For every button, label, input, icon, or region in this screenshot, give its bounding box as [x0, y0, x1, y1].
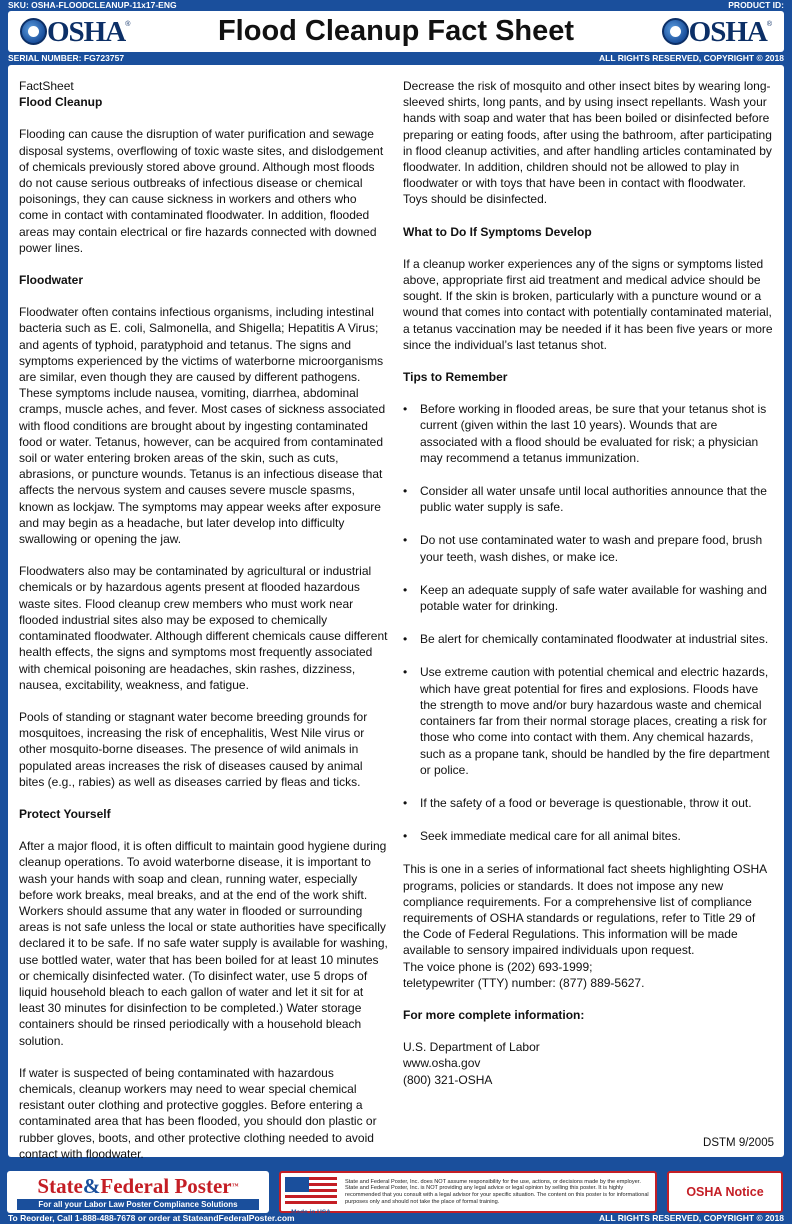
website-link[interactable]: www.osha.gov: [403, 1056, 481, 1071]
footer: [0, 1171, 792, 1216]
tips-list: [403, 401, 773, 844]
protect-paragraph-1: After a major flood, it is often difficult to maintain good hygiene during cleanup operations. To avoid waterborne disease, it is important to wash your hands with soap and clean, running water, especially before work breaks, meal breaks, and at the end of the work shift. Workers should assume that any water in flooded or surrounding areas is not safe unless the local or state authorities have specifically declared it to be safe. If no safe water supply is available for washing, use bottled water, water that has been boiled for at least 10 minutes or chemically disinfected water. (To disinfect water, use 5 drops of liquid household bleach to each gallon of water and let it sit for at least 30 minutes for disinfection to be completed.) Water storage containers should be rinsed periodically with a household bleach solution.: [19, 839, 388, 1048]
tip-item: • Before working in flooded areas, be sure that your tetanus shot is current (given within the last 10 years). Wounds that are associated with a flood should be evaluated for risk; a physician may recommend a tetanus immunization.: [403, 401, 773, 466]
osha-logo-left: [20, 17, 130, 47]
series-paragraph: This is one in a series of informational fact sheets highlighting OSHA programs, policies or standards. It does not impose any new compliance requirements. For a comprehensive list of compliance requirements of OSHA standards or regulations, refer to Title 29 of the Code of Federal Regulations. This information will be made available to sensory impaired individuals upon request.: [403, 862, 767, 958]
intro-paragraph: Flooding can cause the disruption of water purification and sewage disposal systems, overflowing of toxic waste sites, and dislodgement of chemicals previously stored above ground. Although most floods do not cause serious outbreaks of infectious disease or chemical poisonings, they can cause sickness in workers and others who come in contact with contaminated floodwater. In addition, flooded areas may contain electrical or fire hazards connected with downed power lines.: [19, 127, 384, 255]
product-id-label: PRODUCT ID:: [728, 0, 784, 10]
osha-globe-icon: [662, 18, 689, 45]
department-name: U.S. Department of Labor: [403, 1040, 540, 1055]
series-block: [403, 861, 773, 991]
flag-canton: [285, 1177, 309, 1192]
made-in-usa-label: Made in USA: [291, 1209, 331, 1216]
brand-part-2: Federal Poster: [100, 1174, 232, 1198]
floodwater-paragraph-3: Pools of standing or stagnant water become breeding grounds for mosquitoes, increasing the risk of encephalitis, West Nile virus or other mosquito-borne diseases. The presence of wild animals in populated areas increases the risk of diseases caused by animal bites (e.g., rabies) as well as diseases carried by fleas and ticks.: [19, 709, 368, 789]
tip-item: • Be alert for chemically contaminated floodwater at industrial sites.: [403, 631, 773, 647]
symptoms-paragraph: If a cleanup worker experiences any of the signs or symptoms listed above, appropriate first aid treatment and medical advice should be sought. If the skin is broken, particularly with a puncture wound or a wound that comes into contact with potentially contaminated material, a tetanus vaccination may be needed if it has been five years or more since the individual’s last tetanus shot.: [403, 256, 773, 352]
sheet-label: FactSheet: [19, 79, 74, 93]
registered-mark: ®: [125, 20, 131, 28]
protect-paragraph-2: If water is suspected of being contaminated with hazardous chemicals, cleanup workers may need to wear special chemical resistant outer clothing and protective goggles. Before entering a contaminated area that has been flooded, you should don plastic or rubber gloves, boots, and other protective clothing needed to avoid contact with floodwater.: [19, 1065, 377, 1161]
tip-item: • Seek immediate medical care for all animal bites.: [403, 828, 773, 844]
sheet-subject: Flood Cleanup: [19, 95, 103, 110]
registered-mark: ®: [766, 20, 772, 28]
floodwater-paragraph-2: Floodwaters also may be contaminated by agricultural or industrial chemicals or by hazardous agents present at flooded hazardous waste sites. Flood cleanup crew members who must work near flooded industrial sites also may be exposed to chemically contaminated floodwater. Although different chemicals cause different health effects, the signs and symptoms most frequently associated with chemical poisoning are headaches, skin rashes, dizziness, nausea, excitability, weakness, and fatigue.: [19, 564, 388, 692]
us-flag-icon: [285, 1177, 337, 1216]
mosquito-paragraph: Decrease the risk of mosquito and other insect bites by wearing long-sleeved shirts, long pants, and by using insect repellants. Wash your hands with soap and water that has been boiled or disinfected before preparing or eating foods, after using the bathroom, after participating in flood cleanup activities, and after handling articles contaminated by floodwater. In addition, children should not be allowed to play in floodwater or with toys that have been in contact with floodwater. Toys should be disinfected.: [403, 79, 772, 207]
left-column: [19, 78, 389, 1178]
tip-item: • Keep an adequate supply of safe water available for washing and potable water for drinking.: [403, 582, 773, 614]
bottom-info-strip: [0, 1213, 792, 1224]
title-bar: [8, 11, 784, 52]
state-federal-poster-logo: [7, 1171, 269, 1213]
copyright-bottom: ALL RIGHTS RESERVED, COPYRIGHT © 2018: [599, 1213, 784, 1223]
osha-globe-icon: [20, 18, 47, 45]
tty-number: teletypewriter (TTY) number: (877) 889-5627.: [403, 975, 645, 990]
serial-number: SERIAL NUMBER: FG723757: [8, 53, 125, 63]
copyright-top: ALL RIGHTS RESERVED, COPYRIGHT © 2018: [599, 53, 784, 63]
contact-block: [403, 1039, 773, 1088]
page-title: Flood Cleanup Fact Sheet: [217, 15, 575, 47]
serial-strip: [0, 53, 792, 64]
fact-sheet-content: [8, 65, 784, 1161]
floodwater-heading: Floodwater: [19, 273, 84, 288]
brand-tagline: For all your Labor Law Poster Compliance Solutions: [17, 1199, 259, 1210]
osha-notice-label: OSHA Notice: [667, 1171, 783, 1213]
disclaimer-box: [279, 1171, 657, 1216]
osha-logo-text: OSHA: [688, 15, 767, 48]
tip-item: • Consider all water unsafe until local authorities announce that the public water supply is safe.: [403, 483, 773, 515]
brand-ampersand: &: [82, 1174, 101, 1198]
trademark-mark: ™: [231, 1182, 239, 1190]
floodwater-paragraph-1: Floodwater often contains infectious organisms, including intestinal bacteria such as E. coli, Salmonella, and Shigella; Hepatitis A Virus; and agents of typhoid, paratyphoid and tetanus. The signs and symptoms experienced by the victims of waterborne microorganisms are similar, even though they are caused by different pathogens. These symptoms include nausea, vomiting, diarrhea, abdominal cramps, muscle aches, and fever. Most cases of sickness associated with flood conditions are brought about by ingesting contaminated food or water. Tetanus, however, can be acquired from contaminated soil or water entering broken areas of the skin, such as cuts, abrasions, or puncture wounds. Tetanus is an infectious disease that affects the nervous system and causes severe muscle spasms, known as lockjaw. The symptoms may appear weeks after exposure and may begin as a headache, but later develop into difficulty swallowing or opening the jaw.: [19, 305, 386, 547]
brand-part-1: State: [37, 1174, 83, 1198]
symptoms-heading: What to Do If Symptoms Develop: [403, 224, 592, 239]
protect-heading: Protect Yourself: [19, 806, 111, 821]
tip-item: • If the safety of a food or beverage is questionable, throw it out.: [403, 795, 773, 811]
osha-logo-right: [662, 17, 772, 47]
right-column: [403, 78, 773, 1088]
voice-phone: The voice phone is (202) 693-1999;: [403, 959, 593, 974]
sku-label: SKU: OSHA-FLOODCLEANUP-11x17-ENG: [8, 0, 177, 10]
more-info-heading: For more complete information:: [403, 1007, 585, 1022]
brand-name: [7, 1173, 269, 1199]
osha-logo-text: OSHA: [47, 15, 126, 48]
tips-heading: Tips to Remember: [403, 370, 508, 385]
tip-item: • Do not use contaminated water to wash and prepare food, brush your teeth, wash dishes, or make ice.: [403, 532, 773, 564]
tip-item: • Use extreme caution with potential chemical and electric hazards, which have great potential for fires and explosions. Floods have the strength to move and/or bury hazardous waste and chemical containers far from their normal storage places, creating a risk for those who come into contact with them. Any chemical hazards, such as a propane tank, should be handled by the fire department or police.: [403, 664, 773, 777]
disclaimer-text: State and Federal Poster, Inc. does NOT assume responsibility for the use, actions, or decisions made by the employer. State and Federal Poster, Inc. is NOT providing any legal advice or legal opinion by selling this poster. It is highly recommended that you consult with a legal advisor for your specific situation. The content on this poster is for informational purposes only and should not take the place of formal training.: [345, 1178, 649, 1205]
document-code: DSTM 9/2005: [703, 1137, 774, 1149]
sheet-heading: [19, 78, 389, 110]
reorder-text[interactable]: To Reorder, Call 1-888-488-7678 or order at StateandFederalPoster.com: [8, 1213, 295, 1223]
top-info-strip: [0, 0, 792, 11]
contact-phone: (800) 321-OSHA: [403, 1072, 493, 1087]
